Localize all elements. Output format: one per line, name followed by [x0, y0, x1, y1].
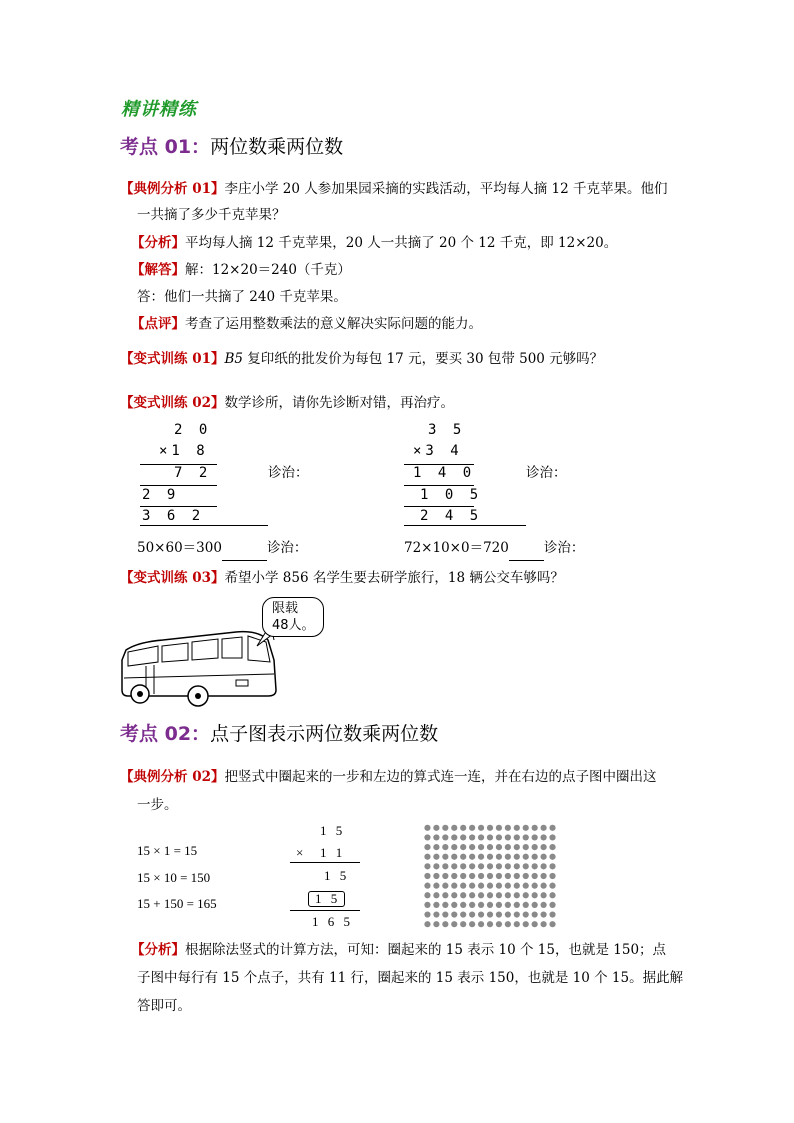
dot	[460, 825, 466, 831]
calc-right-row-1: 3 5	[428, 422, 466, 438]
vertical-line-1	[290, 862, 360, 863]
example-1-analysis	[131, 230, 617, 256]
dot	[478, 911, 484, 917]
calc-left-line-2	[140, 485, 217, 486]
dot	[523, 844, 529, 850]
example-2-analysis-line-1	[131, 937, 666, 963]
equation-1: 15 × 1 = 15	[137, 843, 198, 858]
dot	[460, 921, 466, 927]
dot	[460, 844, 466, 850]
dot	[433, 873, 439, 879]
dot	[460, 873, 466, 879]
dot	[460, 854, 466, 860]
dot	[532, 892, 538, 898]
dot	[469, 854, 475, 860]
dot	[433, 921, 439, 927]
dot	[532, 834, 538, 840]
equation-2: 15 × 10 = 150	[137, 870, 211, 885]
dot	[433, 883, 439, 889]
vertical-times: ×	[296, 845, 304, 860]
dot	[549, 844, 555, 850]
dot	[469, 892, 475, 898]
dot	[442, 834, 448, 840]
dot	[487, 883, 493, 889]
dot	[424, 844, 430, 850]
calc-right-row-2: ×3 4	[413, 443, 463, 459]
dot	[496, 892, 502, 898]
dot	[514, 863, 520, 869]
dot	[541, 873, 547, 879]
dot	[549, 834, 555, 840]
dot	[549, 825, 555, 831]
dot	[478, 834, 484, 840]
vertical-row-1: 1 5	[320, 823, 346, 838]
dot	[505, 911, 511, 917]
dot	[523, 911, 529, 917]
dot	[433, 892, 439, 898]
example-1-question-line-1: 李庄小学 20 人参加果园采摘的实践活动，平均每人摘 12 千克苹果。他们	[224, 181, 668, 197]
dot	[451, 873, 457, 879]
dot	[514, 921, 520, 927]
dot	[549, 911, 555, 917]
calc-left-row-2: ×1 8	[159, 443, 209, 459]
dot	[478, 921, 484, 927]
dot	[469, 825, 475, 831]
section-banner: 精讲精练	[121, 99, 197, 120]
dot	[433, 911, 439, 917]
dot	[496, 921, 502, 927]
equation-right-diagnosis: 诊治：	[543, 540, 585, 556]
dot	[514, 892, 520, 898]
dot	[442, 892, 448, 898]
example-1-solution	[131, 257, 351, 283]
equation-right	[404, 535, 584, 561]
bubble-line-2: 48人。	[272, 618, 315, 633]
dot	[442, 825, 448, 831]
dot	[505, 854, 511, 860]
training-1	[120, 346, 603, 372]
dot	[487, 873, 493, 879]
dot	[487, 892, 493, 898]
dot	[505, 834, 511, 840]
example-2-question-line-1: 把竖式中圈起来的一步和左边的算式连一连，并在右边的点子图中圈出这	[224, 769, 657, 785]
dot	[487, 844, 493, 850]
dot	[442, 863, 448, 869]
dot	[469, 844, 475, 850]
dot	[469, 902, 475, 908]
example-2-analysis-line-3: 答即可。	[137, 998, 191, 1014]
dot	[451, 902, 457, 908]
dot	[451, 844, 457, 850]
dot	[478, 873, 484, 879]
speech-bubble	[262, 597, 324, 637]
dot	[451, 854, 457, 860]
dot	[442, 883, 448, 889]
dot	[478, 844, 484, 850]
training-1-text: 复印纸的批发价为每包 17 元，要买 30 包带 500 元够吗？	[243, 351, 604, 367]
dot	[541, 911, 547, 917]
dot	[496, 883, 502, 889]
dot	[549, 892, 555, 898]
calc-right-row-5: 2 4 5	[420, 508, 483, 524]
dot	[532, 854, 538, 860]
dot	[424, 902, 430, 908]
dot	[469, 921, 475, 927]
calc-left-line-3	[140, 506, 217, 507]
dot	[496, 873, 502, 879]
dot	[424, 911, 430, 917]
dot	[496, 854, 502, 860]
equation-right-blank[interactable]	[509, 544, 544, 561]
dot	[460, 883, 466, 889]
dot	[523, 921, 529, 927]
dot	[424, 921, 430, 927]
calc-left-row-3: 7 2	[174, 465, 212, 481]
dot	[541, 863, 547, 869]
dot	[514, 873, 520, 879]
knowledge-point-1-label: 考点 01：	[120, 136, 211, 158]
example-2-line-1	[120, 764, 657, 790]
example-1-question-line-2: 一共摘了多少千克苹果？	[137, 207, 286, 223]
example-1-line-1	[120, 176, 668, 202]
example-2-analysis-line-2: 子图中每行有 15 个点子，共有 11 行，圈起来的 15 表示 150，也就是 10 个 15。据此解	[137, 970, 684, 986]
dot	[478, 892, 484, 898]
dot	[532, 883, 538, 889]
calc-right-diagnosis-label: 诊治：	[526, 465, 567, 481]
solution-tag: 【解答】	[131, 262, 185, 278]
example-1-tag: 【典例分析 01】	[120, 181, 225, 197]
dot	[487, 921, 493, 927]
calc-left-answer-line	[140, 525, 268, 526]
vertical-circled-row: 1 5	[308, 891, 345, 907]
calc-right-answer-line	[404, 525, 526, 526]
comment-tag: 【点评】	[131, 316, 185, 332]
dot	[532, 921, 538, 927]
dot	[478, 902, 484, 908]
dot	[514, 854, 520, 860]
dot	[532, 863, 538, 869]
dot	[424, 825, 430, 831]
knowledge-point-2-heading	[120, 719, 438, 746]
dot	[532, 873, 538, 879]
dot	[433, 834, 439, 840]
calc-right-row-4: 1 0 5	[420, 487, 483, 503]
dot	[433, 902, 439, 908]
dot	[505, 921, 511, 927]
dot	[451, 825, 457, 831]
dot	[505, 844, 511, 850]
dot	[505, 883, 511, 889]
training-3	[120, 565, 564, 591]
calc-left-row-5: 3 6 2	[142, 508, 205, 524]
analysis-text: 平均每人摘 12 千克苹果，20 人一共摘了 20 个 12 千克，即 12×20。	[185, 235, 618, 251]
dot	[514, 834, 520, 840]
training-1-b5: B5	[224, 351, 244, 367]
dot	[433, 854, 439, 860]
dot	[505, 873, 511, 879]
dot	[424, 834, 430, 840]
knowledge-point-2-label: 考点 02：	[120, 723, 211, 745]
dot	[541, 854, 547, 860]
dot	[532, 902, 538, 908]
dot	[549, 873, 555, 879]
dot	[442, 854, 448, 860]
dot	[469, 863, 475, 869]
dot	[541, 844, 547, 850]
dot	[505, 825, 511, 831]
equation-left-diagnosis: 诊治：	[266, 540, 308, 556]
dot	[523, 902, 529, 908]
dot	[451, 911, 457, 917]
equation-right-text: 72×10×0＝720	[404, 540, 509, 556]
vertical-row-3: 1 5	[324, 868, 350, 883]
dot	[433, 844, 439, 850]
dot	[496, 834, 502, 840]
dot	[487, 825, 493, 831]
dot	[478, 883, 484, 889]
analysis-tag: 【分析】	[131, 235, 185, 251]
solution-text: 解：12×20＝240（千克）	[185, 262, 351, 278]
comment-text: 考查了运用整数乘法的意义解决实际问题的能力。	[185, 316, 482, 332]
dot	[541, 892, 547, 898]
dot-grid	[423, 823, 557, 929]
calc-right-line-2	[404, 485, 474, 486]
dot	[487, 911, 493, 917]
dot	[442, 873, 448, 879]
dot	[549, 902, 555, 908]
dot	[433, 863, 439, 869]
dot	[478, 825, 484, 831]
calc-left-diagnosis-label: 诊治：	[268, 465, 309, 481]
knowledge-point-2-title: 点子图表示两位数乘两位数	[210, 723, 439, 745]
equation-left-text: 50×60＝300	[137, 540, 222, 556]
dot	[541, 921, 547, 927]
dot	[541, 902, 547, 908]
equation-left	[137, 535, 307, 561]
dot	[523, 825, 529, 831]
calc-left-row-1: 2 0	[174, 422, 212, 438]
knowledge-point-1-heading	[120, 132, 343, 159]
dot	[478, 863, 484, 869]
dot	[523, 892, 529, 898]
vertical-row-2: 1 1	[320, 845, 346, 860]
example-2-analysis-text-1: 根据除法竖式的计算方法，可知：圈起来的 15 表示 10 个 15，也就是 150；点	[185, 942, 667, 958]
dot	[442, 921, 448, 927]
dot	[451, 863, 457, 869]
dot	[549, 854, 555, 860]
dot	[460, 892, 466, 898]
dot	[496, 844, 502, 850]
vertical-line-2	[290, 910, 360, 911]
dot	[523, 863, 529, 869]
dot	[424, 873, 430, 879]
dot	[487, 834, 493, 840]
dot	[442, 902, 448, 908]
dot	[496, 911, 502, 917]
dot	[442, 911, 448, 917]
dot	[523, 873, 529, 879]
training-3-text: 希望小学 856 名学生要去研学旅行，18 辆公交车够吗？	[224, 570, 564, 586]
dot	[532, 911, 538, 917]
equation-3: 15 + 150 = 165	[137, 896, 217, 911]
dot	[469, 883, 475, 889]
dot	[496, 825, 502, 831]
dot	[505, 902, 511, 908]
dot	[549, 921, 555, 927]
dot	[424, 892, 430, 898]
calc-right-row-3: 1 4 0	[413, 465, 476, 481]
dot	[523, 854, 529, 860]
example-1-comment	[131, 311, 482, 337]
dot	[532, 825, 538, 831]
dot	[451, 883, 457, 889]
dot	[514, 911, 520, 917]
example-1-answer: 答：他们一共摘了 240 千克苹果。	[137, 289, 347, 305]
example-2-question-line-2: 一步。	[137, 797, 178, 813]
dot	[469, 911, 475, 917]
dot	[451, 921, 457, 927]
knowledge-point-1-title: 两位数乘两位数	[210, 136, 344, 158]
calc-right-line-3	[404, 506, 474, 507]
dot	[541, 834, 547, 840]
dot	[424, 883, 430, 889]
training-2-text: 数学诊所，请你先诊断对错，再治疗。	[224, 395, 454, 411]
dot	[549, 883, 555, 889]
dot	[451, 834, 457, 840]
dot	[469, 873, 475, 879]
dot	[424, 863, 430, 869]
dot	[424, 854, 430, 860]
training-2	[120, 390, 454, 416]
calc-left-row-4: 2 9	[142, 487, 180, 503]
dot	[478, 854, 484, 860]
dot	[460, 911, 466, 917]
dot	[514, 902, 520, 908]
dot	[496, 902, 502, 908]
dot	[460, 902, 466, 908]
example-2-analysis-tag: 【分析】	[131, 942, 185, 958]
bubble-line-1: 限载	[272, 601, 299, 616]
dot	[487, 854, 493, 860]
dot	[532, 844, 538, 850]
dot	[523, 834, 529, 840]
dot	[541, 883, 547, 889]
example-2-tag: 【典例分析 02】	[120, 769, 225, 785]
training-2-tag: 【变式训练 02】	[120, 395, 225, 411]
dot	[505, 892, 511, 898]
dot	[460, 834, 466, 840]
dot	[549, 863, 555, 869]
equation-left-blank[interactable]	[222, 544, 267, 561]
dot	[541, 825, 547, 831]
dot	[442, 844, 448, 850]
training-3-tag: 【变式训练 03】	[120, 570, 225, 586]
dot	[523, 883, 529, 889]
dot	[469, 834, 475, 840]
dot	[514, 825, 520, 831]
dot	[487, 863, 493, 869]
dot	[514, 883, 520, 889]
dot	[505, 863, 511, 869]
dot	[460, 863, 466, 869]
dot	[496, 863, 502, 869]
dot	[433, 825, 439, 831]
vertical-result: 1 6 5	[312, 914, 353, 929]
dot	[514, 844, 520, 850]
dot	[487, 902, 493, 908]
dot	[451, 892, 457, 898]
training-1-tag: 【变式训练 01】	[120, 351, 225, 367]
